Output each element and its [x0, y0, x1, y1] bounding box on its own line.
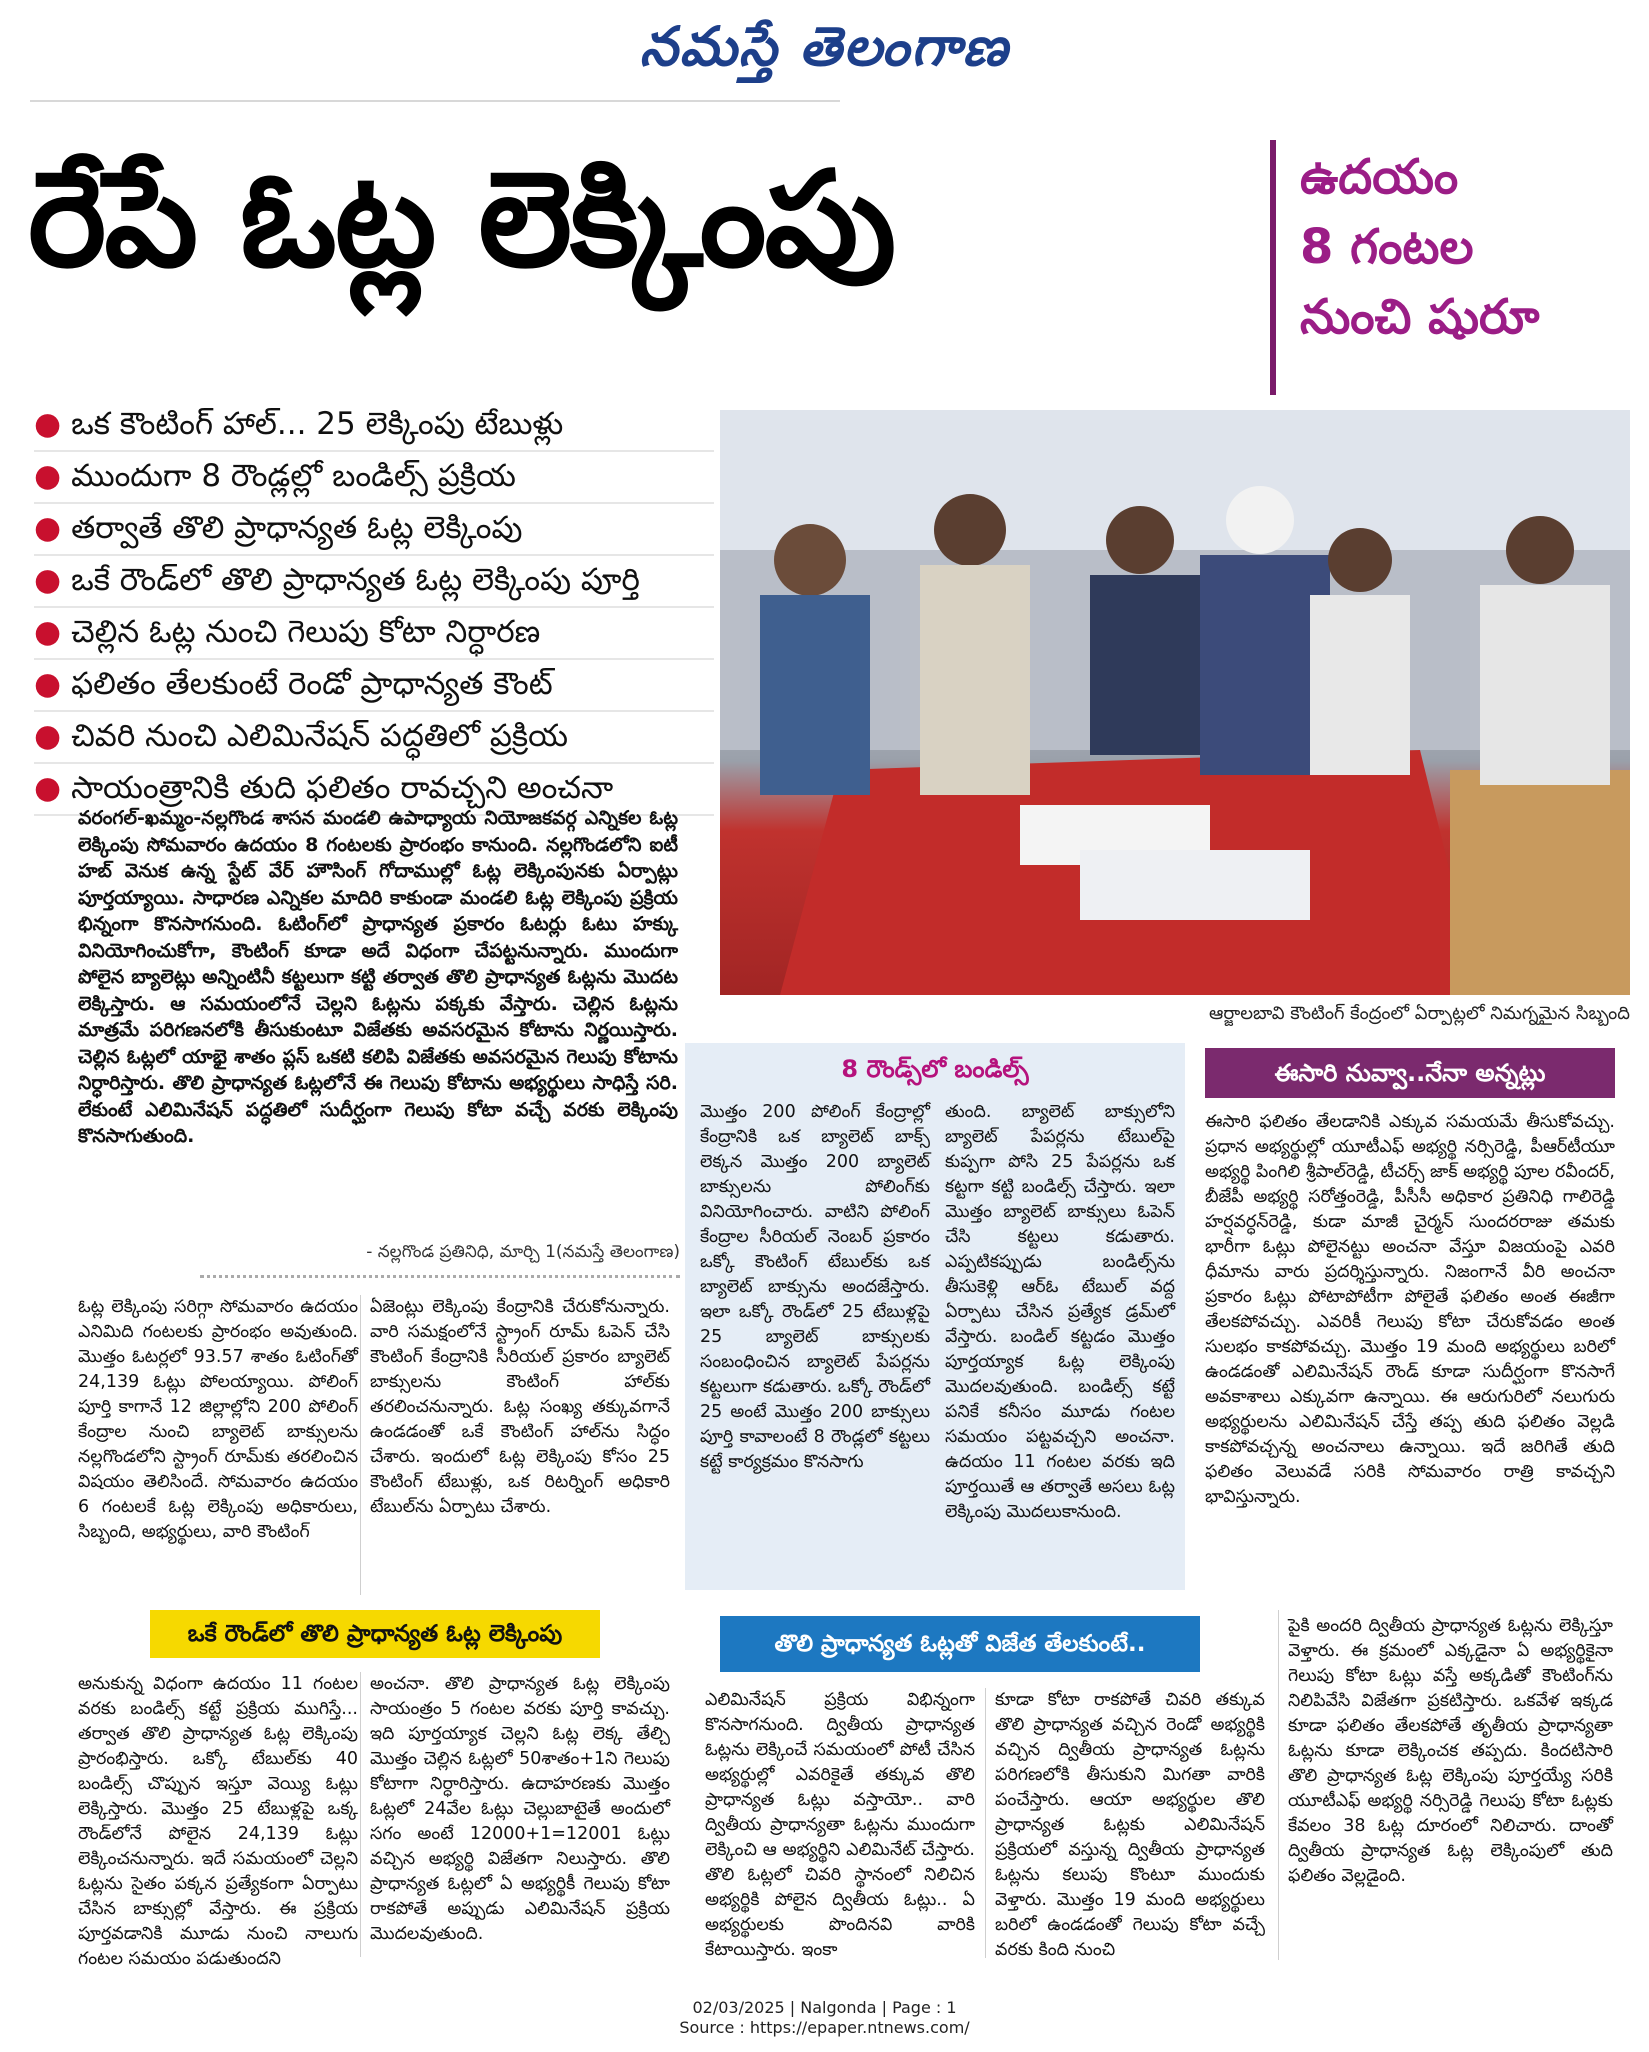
body-column: అనుకున్న విధంగా ఉదయం 11 గంటల వరకు బండిల్స్ కట్టే ప్రక్రియ ముగిస్తే... తర్వాత తొలి ప్రాధాన్యత ఓట్ల లెక్కింపు ప్రారంభిస్తారు. ఒక్కో టేబుల్‌కు 40 బండిల్స్ చొప్పున ఇస్తూ వెయ్యి ఓట్లు లెక్కిస్తారు. మొత్తం 25 టేబుళ్లపై ఒక్క రౌండ్‌లోనే పోలైన 24,139 ఓట్లు లెక్కించనున్నారు. ఇదే సమయంలో చెల్లని ఓట్లను సైతం పక్కన ప్రత్యేకంగా ఏర్పాటు చేసిన బాక్సుల్లో వేస్తారు. ఈ ప్రక్రియ పూర్తవడానికి మూడు నుంచి నాలుగు గంటల సమయం పడుతుందని [78, 1674, 358, 1969]
masthead [0, 0, 1649, 90]
highlight-text: ముందుగా 8 రౌండ్లల్లో బండిల్స్ ప్రక్రియ [71, 458, 516, 494]
bullet-icon: ● [34, 562, 62, 598]
dotted-divider [200, 1275, 680, 1278]
photo-caption: ఆర్జాలబావి కౌంటింగ్ కేంద్రంలో ఏర్పాట్లలో నిమగ్నమైన సిబ్బంది [1209, 1003, 1630, 1024]
highlight-item [34, 504, 714, 556]
photo-illustration [720, 410, 1630, 995]
column-divider [985, 1688, 986, 1958]
body-column: పైకి అందరి ద్వితీయ ప్రాధాన్యత ఓట్లను లెక్కిస్తూ వెళ్తారు. ఈ క్రమంలో ఎక్కడైనా ఏ అభ్యర్థికైనా గెలుపు కోటా ఓట్లు వస్తే అక్కడితో కౌంటింగ్‌ను నిలిపివేసి విజేతగా ప్రకటిస్తారు. ఒకవేళ ఇక్కడ కూడా ఫలితం తేలకపోతే తృతీయ ప్రాధాన్యతా ఓట్లను కూడా లెక్కించక తప్పదు. కిందటిసారి తొలి ప్రాధాన్యత ఓట్ల లెక్కింపు పూర్తయ్యే సరికి యూటీఎఫ్ అభ్యర్థి నర్సిరెడ్డి గెలుపు కోటా ఓట్లకు కేవలం 38 ఓట్ల దూరంలో నిలిచారు. దాంతో ద్వితీయ ప్రాధాన్యత ఓట్ల లెక్కింపులో తుది ఫలితం వెల్లడైంది. [1288, 1616, 1613, 1886]
bullet-icon: ● [34, 718, 62, 754]
highlight-text: ఒకే రౌండ్‌లో తొలి ప్రాధాన్యత ఓట్ల లెక్కింపు పూర్తి [71, 562, 640, 598]
side-headline-line: ఉదయం [1300, 149, 1459, 205]
body-column: కూడా కోటా రాకపోతే చివరి తక్కువ తొలి ప్రాధాన్యత వచ్చిన రెండో అభ్యర్థికి వచ్చిన ద్వితీయ ప్రాధాన్యత ఓట్లను పరిగణలోకి తీసుకుని మిగతా వారికి పంచేస్తారు. ఆయా అభ్యర్థుల తొలి ప్రాధాన్యత ఓట్లకు ఎలిమినేషన్ ప్రక్రియలో వస్తున్న ద్వితీయ ప్రాధాన్యత ఓట్లను కలుపు కొంటూ ముందుకు వెళ్తారు. మొత్తం 19 మంది అభ్యర్థులు బరిలో ఉండడంతో గెలుపు కోటా వచ్చే వరకు కింది నుంచి [995, 1690, 1265, 1960]
highlight-item [34, 400, 714, 452]
side-headline [1300, 142, 1620, 352]
highlights-list [34, 400, 714, 816]
footer-source: Source : https://epaper.ntnews.com/ [679, 2018, 970, 2037]
highlight-item [34, 608, 714, 660]
bullet-icon: ● [34, 406, 62, 442]
dateline: - నల్లగొండ ప్రతినిధి, మార్చి 1(నమస్తే తెలంగాణ) [366, 1242, 680, 1262]
highlight-text: సాయంత్రానికి తుది ఫలితం రావచ్చని అంచనా [71, 770, 614, 806]
box-column: తుంది. బ్యాలెట్ బాక్సులోని బ్యాలెట్ పేపర్లను టేబుల్‌పై కుప్పగా పోసి 25 పేపర్లను ఒక కట్టగా కట్టి బండిల్స్ చేస్తారు. ఇలా మొత్తం బ్యాలెట్ బాక్సులు ఓపెన్ చేసి కట్టలు కడుతారు. ఎప్పటికప్పుడు బండిల్స్‌ను తీసుకెళ్లి ఆర్‌ఓ టేబుల్ వద్ద ఏర్పాటు చేసిన ప్రత్యేక డ్రమ్‌లో వేస్తారు. బండిల్ కట్టడం మొత్తం పూర్తయ్యాక ఓట్ల లెక్కింపు మొదలవుతుంది. బండిల్స్ కట్టే పనికే కనీసం మూడు గంటల సమయం పట్టవచ్చని అంచనా. ఉదయం 11 గంటల వరకు ఇది పూర్తయితే ఆ తర్వాతే అసలు ఓట్ల లెక్కింపు మొదలుకానుంది. [945, 1102, 1175, 1522]
highlight-text: ఫలితం తేలకుంటే రెండో ప్రాధాన్యత కౌంట్ [71, 666, 553, 702]
bullet-icon: ● [34, 510, 62, 546]
body-column: అంచనా. తొలి ప్రాధాన్యత ఓట్ల లెక్కింపు సాయంత్రం 5 గంటల వరకు పూర్తి కావచ్చు. ఇది పూర్తయ్యాక చెల్లని ఓట్ల లెక్క తేల్చి మొత్తం చెల్లిన ఓట్లలో 50శాతం+1ని గెలుపు కోటాగా నిర్ధారిస్తారు. ఉదాహరణకు మొత్తం ఓట్లలో 24వేల ఓట్లు చెల్లుబాటైతే అందులో సగం అంటే 12000+1=12001 ఓట్లు వచ్చిన అభ్యర్థి విజేతగా నిలుస్తారు. తొలి ప్రాధాన్యత ఓట్లలో ఏ అభ్యర్థికీ గెలుపు కోటా రాకపోతే అప్పుడు ఎలిమినేషన్ ప్రక్రియ మొదలవుతుంది. [370, 1674, 670, 1944]
masthead-title: నమస్తే తెలంగాణ [639, 14, 1010, 78]
box-column: మొత్తం 200 పోలింగ్ కేంద్రాల్లో కేంద్రానికి ఒక బ్యాలెట్ బాక్స్ లెక్కన మొత్తం 200 బ్యాలెట్ బాక్సులను పోలింగ్‌కు వినియోగించారు. వాటిని పోలింగ్ కేంద్రాల సీరియల్ నెంబర్ ప్రకారం ఒక్కో కౌంటింగ్ టేబుల్‌కు ఒక బ్యాలెట్ బాక్సును అందజేస్తారు. ఇలా ఒక్కో రౌండ్‌లో 25 టేబుళ్లపై 25 బ్యాలెట్ బాక్సులకు సంబంధించిన బ్యాలెట్ పేపర్లను కట్టలుగా కడుతారు. ఒక్కో రౌండ్‌లో 25 అంటే మొత్తం 200 బాక్సులు పూర్తి కావాలంటే 8 రౌండ్లలో కట్టలు కట్టే కార్యక్రమం కొనసాగు [700, 1102, 930, 1472]
highlight-text: ఒక కౌంటింగ్ హాల్... 25 లెక్కింపు టేబుళ్లు [71, 406, 564, 442]
side-headline-line: నుంచి షురూ [1300, 289, 1540, 345]
column-divider [1278, 1610, 1279, 1960]
section-tag: తొలి ప్రాధాన్యత ఓట్లతో విజేత తేలకుంటే.. [720, 1616, 1200, 1672]
section-tag: ఒకే రౌండ్‌లో తొలి ప్రాధాన్యత ఓట్ల లెక్కింపు [150, 1610, 600, 1658]
headline-accent-bar [1270, 140, 1276, 395]
highlight-text: చెల్లిన ఓట్ల నుంచి గెలుపు కోటా నిర్ధారణ [71, 614, 541, 650]
masthead-divider [30, 100, 840, 102]
main-headline: రేపే ఓట్ల లెక్కింపు [28, 143, 895, 297]
highlight-item [34, 452, 714, 504]
bullet-icon: ● [34, 666, 62, 702]
body-column: ఎలిమినేషన్ ప్రక్రియ విభిన్నంగా కొనసాగనుంది. ద్వితీయ ప్రాధాన్యత ఓట్లను లెక్కించే సమయంలో పోటీ చేసిన అభ్యర్థుల్లో ఎవరికైతే తక్కువ తొలి ప్రాధాన్యత ఓట్లు వస్తాయో.. వారి ద్వితీయ ప్రాధాన్యతా ఓట్లను ముందుగా లెక్కించి ఆ అభ్యర్థిని ఎలిమినేట్ చేస్తారు. తొలి ఓట్లలో చివరి స్థానంలో నిలిచిన అభ్యర్థికి పోలైన ద్వితీయ ఓట్లు.. ఏ అభ్యర్థులకు పొందినవి వారికి కేటాయిస్తారు. ఇంకా [705, 1690, 975, 1960]
column-divider [360, 1295, 361, 1595]
section-tag: ఈసారి నువ్వా..నేనా అన్నట్లు [1205, 1048, 1615, 1098]
body-column: ఓట్ల లెక్కింపు సరిగ్గా సోమవారం ఉదయం ఎనిమిది గంటలకు ప్రారంభం అవుతుంది. మొత్తం ఓటర్లలో 93.57 శాతం ఓటింగ్‌తో 24,139 ఓట్లు పోలయ్యాయి. పోలింగ్ పూర్తి కాగానే 12 జిల్లాల్లోని 200 పోలింగ్ కేంద్రాల నుంచి బ్యాలెట్ బాక్సులను నల్లగొండలోని స్ట్రాంగ్ రూమ్‌కు తరలించిన విషయం తెలిసిందే. సోమవారం ఉదయం 6 గంటలకే ఓట్ల లెక్కింపు అధికారులు, సిబ్బంది, అభ్యర్థులు, వారి కౌంటింగ్ [78, 1297, 358, 1542]
highlight-item [34, 660, 714, 712]
footer-edition: 02/03/2025 | Nalgonda | Page : 1 [692, 1998, 957, 2017]
highlight-text: తర్వాతే తొలి ప్రాధాన్యత ఓట్ల లెక్కింపు [71, 510, 523, 546]
column-divider [360, 1672, 361, 1957]
bullet-icon: ● [34, 614, 62, 650]
side-headline-line: 8 గంటల [1300, 219, 1474, 275]
highlight-item [34, 556, 714, 608]
bullet-icon: ● [34, 770, 62, 806]
intro-paragraph: వరంగల్-ఖమ్మం-నల్లగొండ శాసన మండలి ఉపాధ్యాయ నియోజకవర్గ ఎన్నికల ఓట్ల లెక్కింపు సోమవారం ఉదయం 8 గంటలకు ప్రారంభం కానుంది. నల్లగొండలోని ఐటీ హబ్ వెనుక ఉన్న స్టేట్ వేర్ హౌసింగ్ గోదాముల్లో ఓట్ల లెక్కింపునకు ఏర్పాట్లు పూర్తయ్యాయి. సాధారణ ఎన్నికల మాదిరి కాకుండా మండలి ఓట్ల లెక్కింపు ప్రక్రియ భిన్నంగా కొనసాగనుంది. ఓటింగ్‌లో ప్రాధాన్యత ప్రకారం ఓటర్లు ఓటు హక్కు వినియోగించుకోగా, కౌంటింగ్ కూడా అదే విధంగా చేపట్టనున్నారు. ముందుగా పోలైన బ్యాలెట్లు అన్నింటినీ కట్టలుగా కట్టి తర్వాత తొలి ప్రాధాన్యత ఓట్లను మొదట లెక్కిస్తారు. ఆ సమయంలోనే చెల్లని ఓట్లను పక్కకు వేస్తారు. చెల్లిన ఓట్లను మాత్రమే పరిగణనలోకి తీసుకుంటూ విజేతకు అవసరమైన కోటాను నిర్ణయిస్తారు. చెల్లిన ఓట్లలో యాభై శాతం ప్లస్ ఒకటి కలిపి విజేతకు అవసరమైన గెలుపు కోటాను నిర్ధారిస్తారు. తొలి ప్రాధాన్యత ఓట్లలోనే ఈ గెలుపు కోటాను అభ్యర్థులు సాధిస్తే సరి. లేకుంటే ఎలిమినేషన్ పద్ధతిలో సుదీర్ఘంగా గెలుపు కోటా వచ్చే వరకు లెక్కింపు కొనసాగుతుంది. [78, 807, 678, 1147]
page-footer [0, 1998, 1649, 2038]
box-title: 8 రౌండ్స్‌లో బండిల్స్ [841, 1055, 1029, 1083]
box-column: ఈసారి ఫలితం తేలడానికి ఎక్కువ సమయమే తీసుకోవచ్చు. ప్రధాన అభ్యర్థుల్లో యూటీఎఫ్ అభ్యర్థి నర్సిరెడ్డి, పీఆర్‌టీయూ అభ్యర్థి పింగిలి శ్రీపాల్‌రెడ్డి, టీచర్స్ జాక్ అభ్యర్థి పూల రవీందర్, బీజేపీ అభ్యర్థి సరోత్తంరెడ్డి, పీసీసీ అధికార ప్రతినిధి గాలిరెడ్డి హర్షవర్ధన్‌రెడ్డి, కుడా మాజీ చైర్మన్ సుందరరాజు తమకు భారీగా ఓట్లు పోలైనట్టు అంచనా వేస్తూ విజయంపై ఎవరి ధీమాను వారు ప్రదర్శిస్తున్నారు. నిజంగానే వీరి అంచనా ప్రకారం ఓట్లు పోటాపోటీగా పోలైతే ఫలితం అంత ఈజీగా తేలకపోవచ్చు. ఎవరికీ గెలుపు కోటా చేరుకోవడం అంత సులభం కాకపోవచ్చు. మొత్తం 19 మంది అభ్యర్థులు బరిలో ఉండడంతో ఎలిమినేషన్ రౌండ్ కూడా సుదీర్ఘంగా కొనసాగే అవకాశాలు ఎక్కువగా ఉన్నాయి. ఈ ఆరుగురిలో నలుగురు అభ్యర్థులను ఎలిమినేషన్ చేస్తే తప్ప తుది ఫలితం వెల్లడి కాకపోవచ్చన్న అంచనాలు ఉన్నాయి. ఇదే జరిగితే తుది ఫలితం వెలువడే సరికి సోమవారం రాత్రి కావచ్చని భావిస్తున్నారు. [1205, 1112, 1615, 1507]
body-column: ఏజెంట్లు లెక్కింపు కేంద్రానికి చేరుకోనున్నారు. వారి సమక్షంలోనే స్ట్రాంగ్ రూమ్ ఓపెన్ చేసి కౌంటింగ్ కేంద్రానికి సీరియల్ ప్రకారం బ్యాలెట్ బాక్సులను కౌంటింగ్ హాల్‌కు తరలించనున్నారు. ఓట్ల సంఖ్య తక్కువగానే ఉండడంతో ఒకే కౌంటింగ్ హాల్‌ను సిద్ధం చేశారు. ఇందులో ఓట్ల లెక్కింపు కోసం 25 కౌంటింగ్ టేబుళ్లు, ఒక రిటర్నింగ్ అధికారి టేబుల్‌ను ఏర్పాటు చేశారు. [370, 1297, 670, 1517]
news-photo [720, 410, 1630, 995]
bullet-icon: ● [34, 458, 62, 494]
highlight-text: చివరి నుంచి ఎలిమినేషన్ పద్ధతిలో ప్రక్రియ [71, 718, 568, 754]
highlight-item [34, 712, 714, 764]
